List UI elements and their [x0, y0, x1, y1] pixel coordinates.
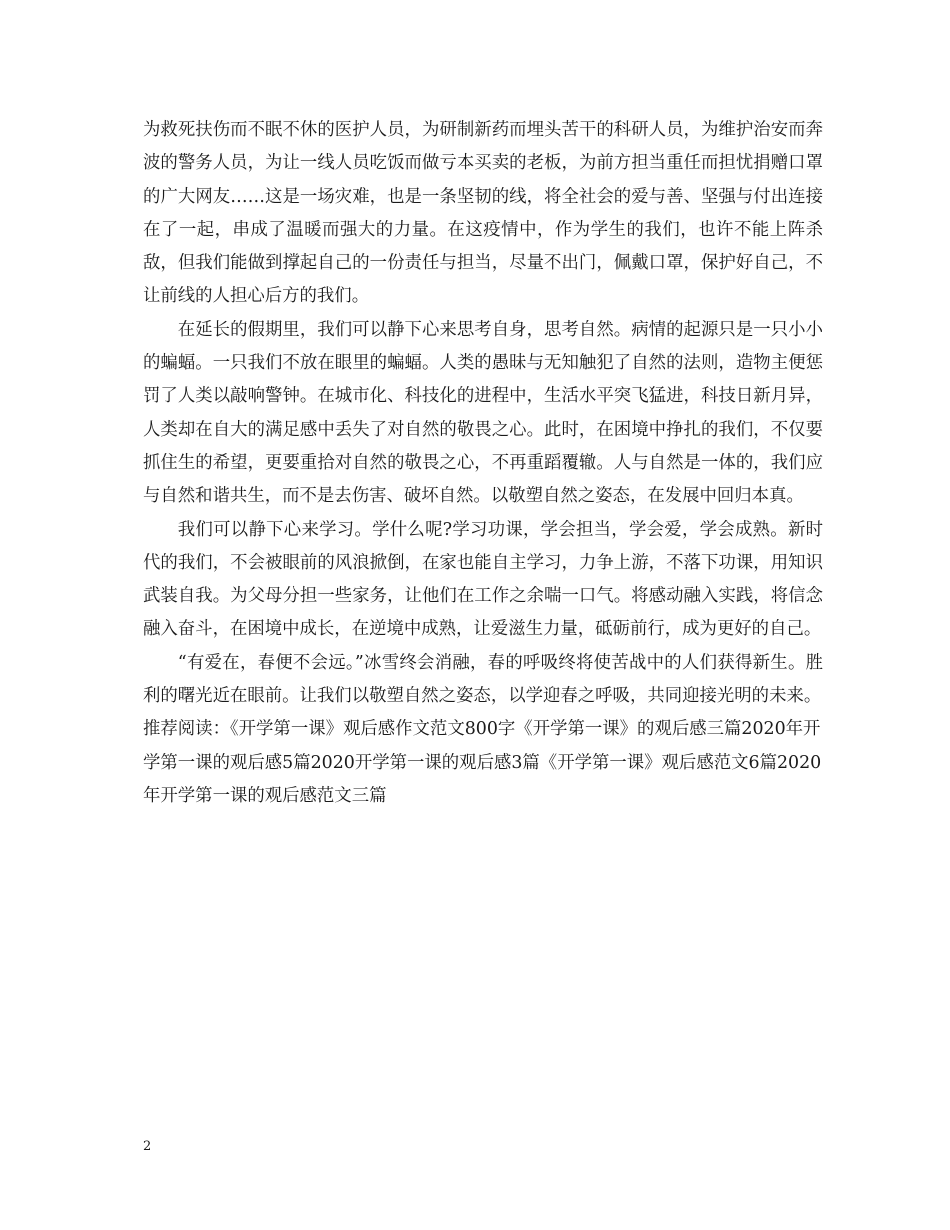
page-number: 2: [143, 1139, 152, 1154]
recommended-reading[interactable]: 推荐阅读：《开学第一课》观后感作文范文800字《开学第一课》的观后感三篇2020年开学第一课的观后感5篇2020开学第一课的观后感3篇《开学第一课》观后感范文6篇2020年开学第一课的观后感范文三篇: [143, 719, 822, 806]
paragraph-1: 为救死扶伤而不眠不休的医护人员，为研制新药而埋头苦干的科研人员，为维护治安而奔波的警务人员，为让一线人员吃饭而做亏本买卖的老板，为前方担当重任而担忧捐赠口罩的广大网友……这是一场灾难，也是一条坚韧的线，将全社会的爱与善、坚强与付出连接在了一起，串成了温暖而强大的力量。在这疫情中，作为学生的我们，也许不能上阵杀敌，但我们能做到撑起自己的一份责任与担当，尽量不出门，佩戴口罩，保护好自己，不让前线的人担心后方的我们。: [143, 120, 823, 307]
paragraph-4: “有爱在，春便不会远。”冰雪终会消融，春的呼吸终将使苦战中的人们获得新生。胜利的曙光近在眼前。让我们以敬塑自然之姿态，以学迎春之呼吸，共同迎接光明的未来。: [143, 652, 823, 707]
paragraph-3: 我们可以静下心来学习。学什么呢?学习功课，学会担当，学会爱，学会成熟。新时代的我们，不会被眼前的风浪掀倒，在家也能自主学习，力争上游，不落下功课，用知识武装自我。为父母分担一些家务，让他们在工作之余喘一口气。将感动融入实践，将信念融入奋斗，在困境中成长，在逆境中成熟，让爱滋生力量，砥砺前行，成为更好的自己。: [143, 519, 823, 640]
paragraph-2: 在延长的假期里，我们可以静下心来思考自身，思考自然。病情的起源只是一只小小的蝙蝠。一只我们不放在眼里的蝙蝠。人类的愚昧与无知触犯了自然的法则，造物主便惩罚了人类以敲响警钟。在城市化、科技化的进程中，生活水平突飞猛进，科技日新月异，人类却在自大的满足感中丢失了对自然的敬畏之心。此时，在困境中挣扎的我们，不仅要抓住生的希望，更要重拾对自然的敬畏之心，不再重蹈覆辙。人与自然是一体的，我们应与自然和谐共生，而不是去伤害、破坏自然。以敬塑自然之姿态，在发展中回归本真。: [143, 319, 823, 507]
document-body: [143, 114, 823, 813]
